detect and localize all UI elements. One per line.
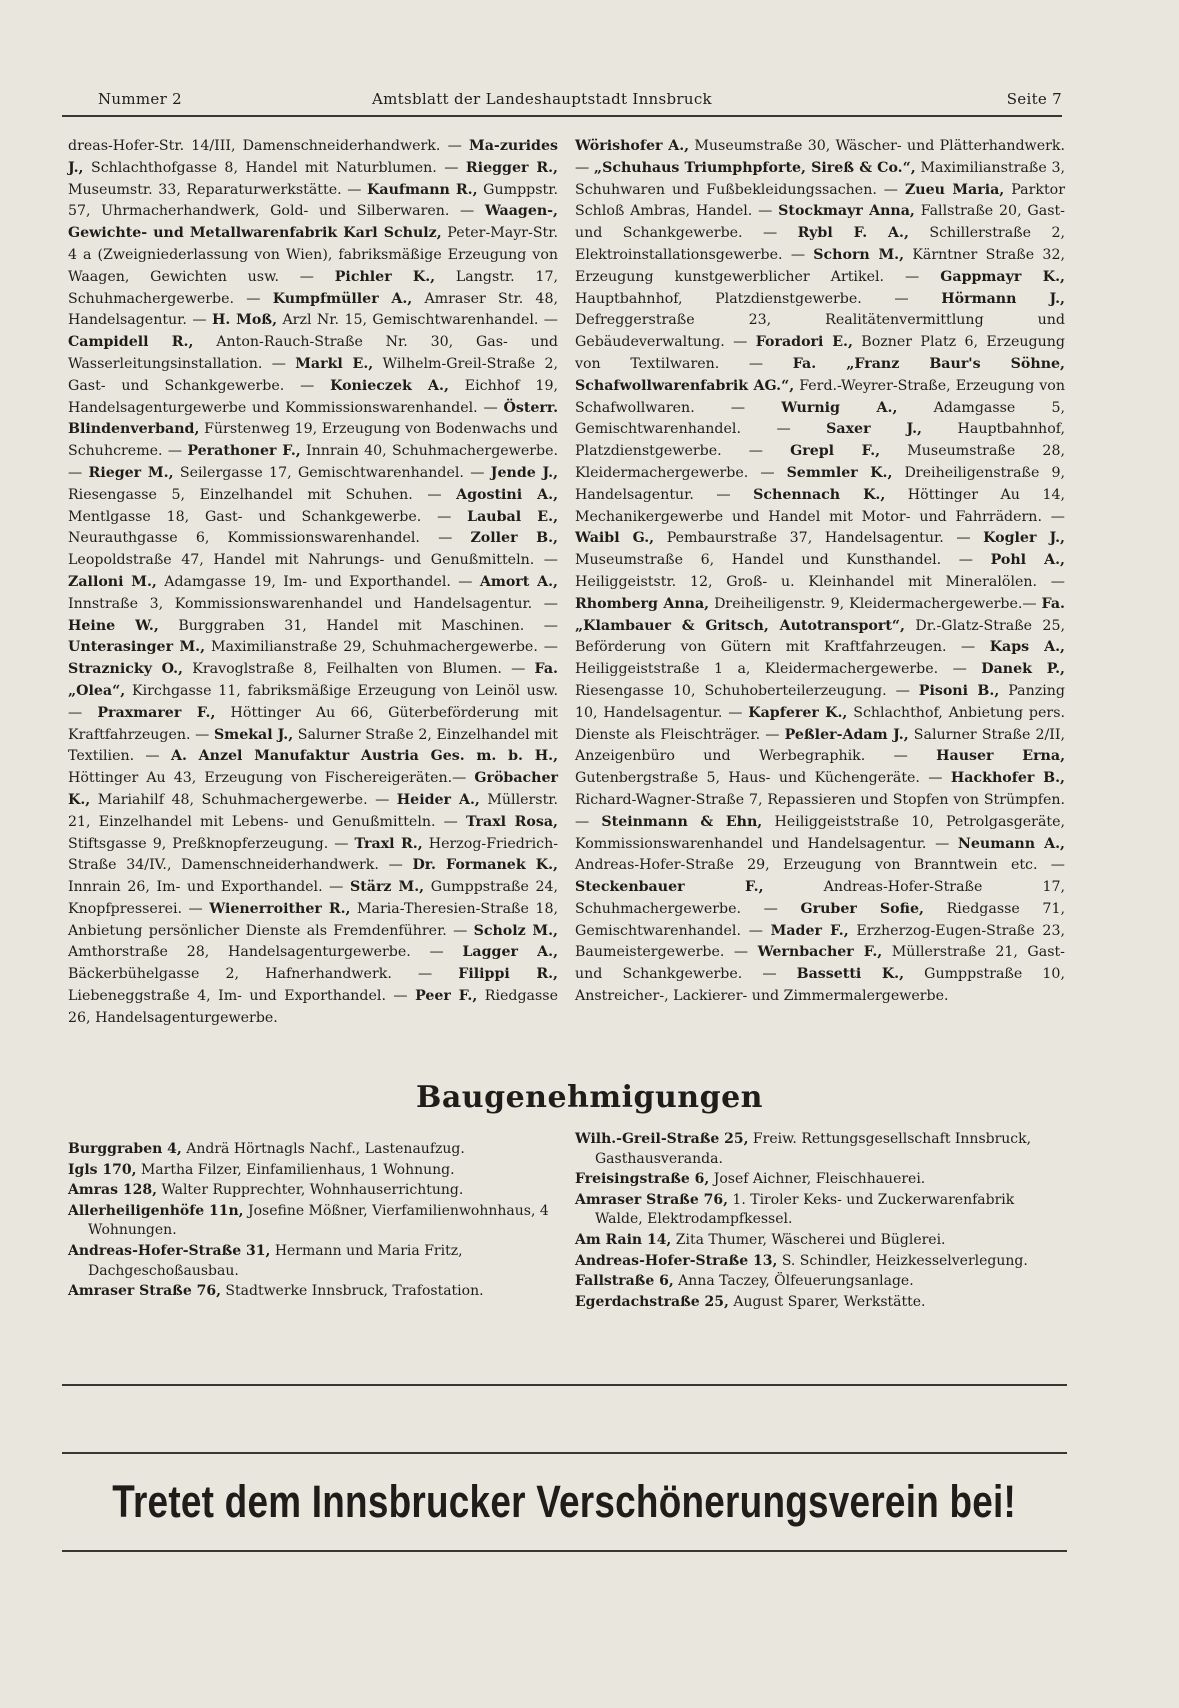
listing-text: Erzherzog-Eugen-Straße 23, Baumeistergewerbe. —	[575, 922, 1065, 961]
listing-text: Pembaurstraße 37, Handelsagentur. —	[666, 530, 971, 547]
permit-address: Allerheiligenhöfe 11n,	[68, 1202, 244, 1219]
permit-details: Hermann und Maria Fritz, Dachgeschoßausbau.	[88, 1242, 463, 1279]
listing-text: Kravoglstraße 8, Feilhalten von Blumen. —	[192, 661, 526, 678]
listing-name: A. Anzel Manufaktur Austria Ges. m. b. H.,	[170, 748, 559, 765]
listing-text: Schlachthofgasse 8, Handel mit Naturblumen. —	[90, 159, 459, 176]
permit-entry	[68, 1242, 558, 1281]
listing-name: Gruber Sofie,	[800, 900, 924, 917]
listing-name: Hackhofer B.,	[950, 770, 1065, 787]
permit-details: Andrä Hörtnagls Nachf., Lastenaufzug.	[186, 1141, 465, 1157]
permit-details: August Sparer, Werkstätte.	[733, 1293, 926, 1310]
listing-text: Langstr. 17, Schuhmachergewerbe. —	[68, 268, 558, 307]
listing-name: Straznicky O.,	[68, 661, 183, 678]
permit-details: Josef Aichner, Fleischhauerei.	[713, 1171, 926, 1188]
listing-name: Hörmann J.,	[941, 290, 1065, 307]
listing-name: Wernbacher F.,	[757, 944, 883, 961]
listing-text: Höttinger Au 14, Mechanikergewerbe und Handel mit Motor- und Fahrrädern. —	[575, 486, 1066, 525]
page-number: Seite 7	[1006, 90, 1062, 108]
listing-text: Adamgasse 19, Im- und Exporthandel. —	[164, 573, 473, 590]
listing-name: Traxl R.,	[354, 835, 423, 852]
listing-text: Andreas-Hofer-Straße 29, Erzeugung von Branntwein etc. —	[575, 857, 1065, 874]
permit-details: S. Schindler, Heizkesselverlegung.	[781, 1252, 1028, 1269]
listing-name: Stärz M.,	[349, 879, 425, 896]
listing-text: Innrain 40, Schuhmachergewerbe. —	[68, 443, 558, 481]
listing-text: Gumppstr. 57, Uhrmacherhandwerk, Gold- und Silberwaren. —	[68, 181, 558, 220]
listing-name: Pisoni B.,	[918, 682, 1000, 699]
listing-name: Grepl F.,	[790, 443, 881, 460]
listing-name: Ma-zurides J.,	[68, 138, 558, 176]
left-column	[68, 136, 558, 1030]
listing-text: Salurner Straße 2/II, Anzeigenbüro und Werbegraphik. —	[575, 726, 1066, 765]
listing-text: Gumppstraße 10, Anstreicher-, Lackierer- und Zimmermalergewerbe.	[575, 966, 1065, 1005]
right-column	[575, 136, 1065, 1008]
permit-details: Stadtwerke Innsbruck, Trafostation.	[225, 1283, 484, 1300]
listing-name: „Schuhaus Triumphpforte, Sireß & Co.“,	[593, 159, 916, 176]
header-rule	[62, 115, 1062, 117]
listing-text: Maximilianstraße 29, Schuhmachergewerbe. —	[211, 639, 558, 656]
listing-text: Herzog-Friedrich-Straße 34/IV., Damenschneiderhandwerk. —	[68, 835, 559, 874]
permit-entry	[575, 1293, 1065, 1313]
permit-entry	[575, 1191, 1065, 1230]
building-permits-left	[68, 1140, 558, 1303]
listing-text: Adamgasse 5, Gemischtwarenhandel. —	[575, 399, 1065, 438]
permit-entry	[575, 1272, 1065, 1292]
listing-text: Seilergasse 17, Gemischtwarenhandel. —	[179, 464, 485, 481]
permit-entry	[575, 1130, 1065, 1169]
listing-text: Heiliggeiststr. 12, Groß- u. Kleinhandel mit Mineralölen. —	[575, 573, 1065, 590]
publication-title: Amtsblatt der Landeshauptstadt Innsbruck	[372, 90, 712, 108]
listing-text: Panzing 10, Handelsagentur. —	[575, 682, 1066, 721]
listing-name: H. Moß,	[211, 312, 278, 329]
listing-name: Steckenbauer F.,	[575, 879, 764, 896]
listing-text: Salurner Straße 2, Einzelhandel mit Textilien. —	[68, 726, 558, 765]
listing-name: Rieger M.,	[88, 464, 174, 481]
permit-address: Wilh.-Greil-Straße 25,	[575, 1131, 749, 1147]
banner-text: Tretet dem Innsbrucker Verschönerungsverein bei!	[112, 1476, 1017, 1527]
listing-name: Filippi R.,	[458, 966, 558, 983]
listing-name: Hauser Erna,	[936, 748, 1066, 765]
issue-number: Nummer 2	[98, 90, 182, 108]
listing-name: Schennach K.,	[753, 486, 886, 503]
listing-name: Danek P.,	[981, 661, 1066, 678]
listing-name: Stockmayr Anna,	[778, 203, 915, 220]
listing-name: Konieczek A.,	[330, 377, 449, 394]
listing-text: Dr.-Glatz-Straße 25, Beförderung von Gütern mit Kraftfahrzeugen. —	[575, 617, 1065, 656]
listing-text: Hauptbahnhof, Platzdienstgewerbe. —	[575, 290, 909, 307]
permit-details: Freiw. Rettungsgesellschaft Innsbruck, Gasthausveranda.	[595, 1131, 1032, 1167]
listing-name: Schorn M.,	[813, 246, 905, 263]
listing-text: Riedgasse 26, Handelsagenturgewerbe.	[68, 988, 558, 1026]
listing-text: Parktor Schloß Ambras, Handel. —	[575, 181, 1065, 220]
listing-name: Saxer J.,	[826, 421, 922, 438]
listing-text: Heiliggeiststraße 1 a, Kleidermachergewerbe. —	[575, 661, 967, 678]
listing-name: Campidell R.,	[68, 334, 194, 351]
permit-entry	[68, 1161, 558, 1181]
permit-address: Amraser Straße 76,	[68, 1283, 221, 1300]
listing-text: Richard-Wagner-Straße 7, Repassieren und Stopfen von Strümpfen. —	[575, 791, 1065, 830]
listing-name: Peer F.,	[415, 988, 478, 1005]
listing-name: Waagen-, Gewichte- und Metallwarenfabrik Karl Schulz,	[68, 203, 558, 242]
listing-text: Gutenbergstraße 5, Haus- und Küchengeräte. —	[575, 770, 943, 787]
listing-text: Schlachthof, Anbietung pers. Dienste als Fleischträger. —	[575, 704, 1065, 743]
listing-text: Maria-Theresien-Straße 18, Anbietung persönlicher Dienste als Fremdenführer. —	[68, 900, 558, 939]
listing-name: Kogler J.,	[983, 530, 1065, 547]
permit-address: Amraser Straße 76,	[575, 1191, 728, 1208]
listing-name: Traxl Rosa,	[466, 813, 558, 830]
listing-name: Scholz M.,	[473, 922, 558, 939]
listing-name: Kapferer K.,	[748, 704, 848, 721]
listing-name: Smekal J.,	[213, 726, 294, 743]
listing-text: Gumppstraße 24, Knopfpresserei. —	[68, 879, 559, 917]
permit-details: Martha Filzer, Einfamilienhaus, 1 Wohnung.	[140, 1161, 455, 1178]
listing-text: Wilhelm-Greil-Straße 2, Gast- und Schankgewerbe. —	[68, 355, 558, 394]
listing-name: Markl E.,	[295, 355, 374, 372]
listing-text: Bozner Platz 6, Erzeugung von Textilwaren. —	[575, 334, 1065, 372]
listing-name: Agostini A.,	[456, 486, 559, 503]
listing-name: Praxmarer F.,	[97, 704, 216, 721]
permit-entry	[575, 1231, 1065, 1251]
listing-text: Riesengasse 10, Schuhoberteilerzeugung. —	[575, 682, 910, 699]
listing-text: Leopoldstraße 47, Handel mit Nahrungs- und Genußmitteln. —	[68, 552, 558, 569]
listing-name: Fa. „Olea“,	[68, 661, 558, 699]
listing-name: Pohl A.,	[990, 552, 1065, 569]
listing-name: Foradori E.,	[755, 334, 853, 351]
listing-text: Andreas-Hofer-Straße 17, Schuhmachergewerbe. —	[575, 879, 1066, 917]
listing-name: Kaufmann R.,	[367, 181, 478, 198]
listing-name: Fa. „Klambauer & Gritsch, Autotransport“,	[575, 595, 1065, 634]
listing-text: Fürstenweg 19, Erzeugung von Bodenwachs und Schuhcreme. —	[68, 421, 559, 460]
listing-text: Höttinger Au 43, Erzeugung von Fischereigeräten.—	[68, 770, 467, 787]
listing-text: Neurauthgasse 6, Kommissionswarenhandel. —	[68, 530, 453, 547]
listing-name: Kaps A.,	[989, 639, 1065, 656]
listing-text: Innrain 26, Im- und Exporthandel. —	[68, 879, 344, 896]
listing-name: Kumpfmüller A.,	[272, 290, 413, 307]
listing-text: Dreiheiligenstr. 9, Kleidermachergewerbe.—	[714, 595, 1037, 612]
listing-name: Perathoner F.,	[187, 443, 301, 460]
listing-text: Mentlgasse 18, Gast- und Schankgewerbe. —	[68, 508, 452, 525]
permit-address: Amras 128,	[68, 1182, 157, 1199]
listing-text: Maximilianstraße 3, Schuhwaren und Fußbekleidungssachen. —	[575, 159, 1066, 198]
permit-address: Freisingstraße 6,	[575, 1171, 710, 1188]
listing-name: Amort A.,	[479, 573, 558, 590]
listing-name: Riegger R.,	[465, 159, 558, 176]
listing-text: Museumstraße 30, Wäscher- und Plätterhandwerk. —	[575, 138, 1065, 176]
listing-text: Museumstraße 28, Kleidermachergewerbe. —	[575, 443, 1065, 481]
listing-name: Zueu Maria,	[904, 181, 1005, 198]
listing-name: Wörishofer A.,	[575, 138, 690, 154]
permit-details: 1. Tiroler Keks- und Zuckerwarenfabrik Walde, Elektrodampfkessel.	[595, 1191, 1015, 1228]
permit-entry	[68, 1181, 558, 1201]
listing-name: Gappmayr K.,	[940, 268, 1065, 285]
permit-address: Igls 170,	[68, 1161, 137, 1178]
permit-address: Am Rain 14,	[575, 1231, 672, 1248]
listing-name: Peßler-Adam J.,	[784, 726, 909, 743]
permit-address: Andreas-Hofer-Straße 13,	[575, 1252, 778, 1269]
permit-details: Zita Thumer, Wäscherei und Büglerei.	[675, 1231, 946, 1248]
building-permits-right	[575, 1130, 1065, 1313]
listing-name: Wurnig A.,	[781, 399, 898, 416]
permit-entry	[575, 1170, 1065, 1190]
listing-text: Ferd.-Weyrer-Straße, Erzeugung von Schafwollwaren. —	[575, 377, 1065, 416]
listing-text: Museumstraße 6, Handel und Kunsthandel. —	[575, 552, 973, 569]
section-divider	[62, 1384, 1067, 1386]
listing-name: Jende J.,	[490, 464, 559, 481]
permit-address: Andreas-Hofer-Straße 31,	[68, 1242, 271, 1259]
listing-text: Liebeneggstraße 4, Im- und Exporthandel. —	[68, 988, 408, 1005]
listing-name: Unterasinger M.,	[68, 639, 206, 656]
listing-name: Steinmann & Ehn,	[601, 813, 763, 830]
listing-name: Dr. Formanek K.,	[412, 857, 558, 874]
permit-address: Burggraben 4,	[68, 1141, 182, 1157]
listing-text: Defreggerstraße 23, Realitätenvermittlung und Gebäudeverwaltung. —	[575, 312, 1065, 351]
listing-text: Burggraben 31, Handel mit Maschinen. —	[178, 617, 558, 634]
permit-details: Anna Taczey, Ölfeuerungsanlage.	[678, 1273, 914, 1290]
listing-text: Eichhof 19, Handelsagenturgewerbe und Kommissionswarenhandel. —	[68, 377, 558, 416]
listing-name: Fa. „Franz Baur's Söhne, Schafwollwarenfabrik AG.“,	[575, 355, 1065, 394]
listing-text: Riesengasse 5, Einzelhandel mit Schuhen. —	[68, 486, 442, 503]
listing-name: Wienerroither R.,	[209, 900, 351, 917]
listing-name: Pichler K.,	[334, 268, 436, 285]
permit-entry	[68, 1140, 558, 1160]
listing-name: Semmler K.,	[786, 464, 893, 481]
listing-text: Peter-Mayr-Str. 4 a (Zweigniederlassung von Wien), fabriksmäßige Erzeugung von Waagen, Gewichten usw. —	[68, 225, 558, 285]
listing-text: Mariahilf 48, Schuhmachergewerbe. —	[97, 791, 390, 808]
listing-text: Kirchgasse 11, fabriksmäßige Erzeugung von Leinöl usw. —	[68, 682, 558, 721]
permit-address: Egerdachstraße 25,	[575, 1293, 729, 1310]
page-header	[62, 84, 1062, 114]
listing-text: Museumstr. 33, Reparaturwerkstätte. —	[68, 181, 362, 198]
permit-details: Josefine Mößner, Vierfamilienwohnhaus, 4 Wohnungen.	[88, 1202, 549, 1239]
listing-name: Lagger A.,	[462, 944, 559, 961]
permit-entry	[68, 1202, 558, 1241]
listing-text: Amraser Str. 48, Handelsagentur. —	[68, 290, 558, 329]
listing-text: dreas-Hofer-Str. 14/III, Damenschneiderhandwerk. —	[68, 138, 462, 154]
listing-name: Rybl F. A.,	[797, 225, 909, 242]
listing-text: Innstraße 3, Kommissionswarenhandel und Handelsagentur. —	[68, 595, 558, 612]
permit-details: Walter Rupprechter, Wohnhauserrichtung.	[161, 1182, 464, 1199]
listing-text: Fallstraße 20, Gast- und Schankgewerbe. —	[575, 203, 1065, 242]
listing-name: Mader F.,	[770, 922, 849, 939]
listing-text: Stiftsgasse 9, Preßknopferzeugung. —	[68, 835, 349, 852]
permit-entry	[68, 1282, 558, 1302]
listing-name: Zoller B.,	[470, 530, 558, 547]
listing-text: Schillerstraße 2, Elektroinstallationsgewerbe. —	[575, 225, 1065, 263]
listing-name: Heider A.,	[396, 791, 480, 808]
listing-text: Arzl Nr. 15, Gemischtwarenhandel. —	[282, 312, 558, 329]
listing-text: Kärntner Straße 32, Erzeugung kunstgewerblicher Artikel. —	[575, 246, 1065, 285]
listing-name: Neumann A.,	[957, 835, 1065, 852]
listing-text: Hauptbahnhof, Platzdienstgewerbe. —	[575, 421, 1065, 460]
listing-text: Anton-Rauch-Straße Nr. 30, Gas- und Wasserleitungsinstallation. —	[68, 334, 559, 372]
listing-name: Gröbacher K.,	[68, 770, 558, 808]
listing-name: Waibl G.,	[575, 530, 655, 547]
listing-name: Zalloni M.,	[68, 573, 157, 590]
listing-text: Müllerstraße 21, Gast- und Schankgewerbe. —	[575, 944, 1065, 983]
listing-name: Bassetti K.,	[796, 966, 905, 983]
permit-entry	[575, 1252, 1065, 1272]
listing-name: Österr. Blindenverband,	[68, 399, 559, 438]
listing-text: Heiliggeiststraße 10, Petrolgasgeräte, Kommissionswarenhandel und Handelsagentur. —	[575, 813, 1066, 852]
listing-text: Riedgasse 71, Gemischtwarenhandel. —	[575, 900, 1065, 939]
listing-text: Amthorstraße 28, Handelsagenturgewerbe. —	[68, 944, 444, 961]
listing-text: Müllerstr. 21, Einzelhandel mit Lebens- und Genußmitteln. —	[68, 791, 559, 830]
section-title: Baugenehmigungen	[416, 1080, 763, 1115]
listing-name: Laubal E.,	[467, 508, 559, 525]
banner-box	[62, 1452, 1067, 1552]
listing-name: Rhomberg Anna,	[575, 595, 710, 612]
listing-name: Heine W.,	[68, 617, 159, 634]
listing-text: Höttinger Au 66, Güterbeförderung mit Kraftfahrzeugen. —	[68, 704, 559, 743]
permit-address: Fallstraße 6,	[575, 1273, 674, 1290]
listing-text: Bäckerbühelgasse 2, Hafnerhandwerk. —	[68, 966, 433, 983]
listing-text: Dreiheiligenstraße 9, Handelsagentur. —	[575, 464, 1066, 503]
